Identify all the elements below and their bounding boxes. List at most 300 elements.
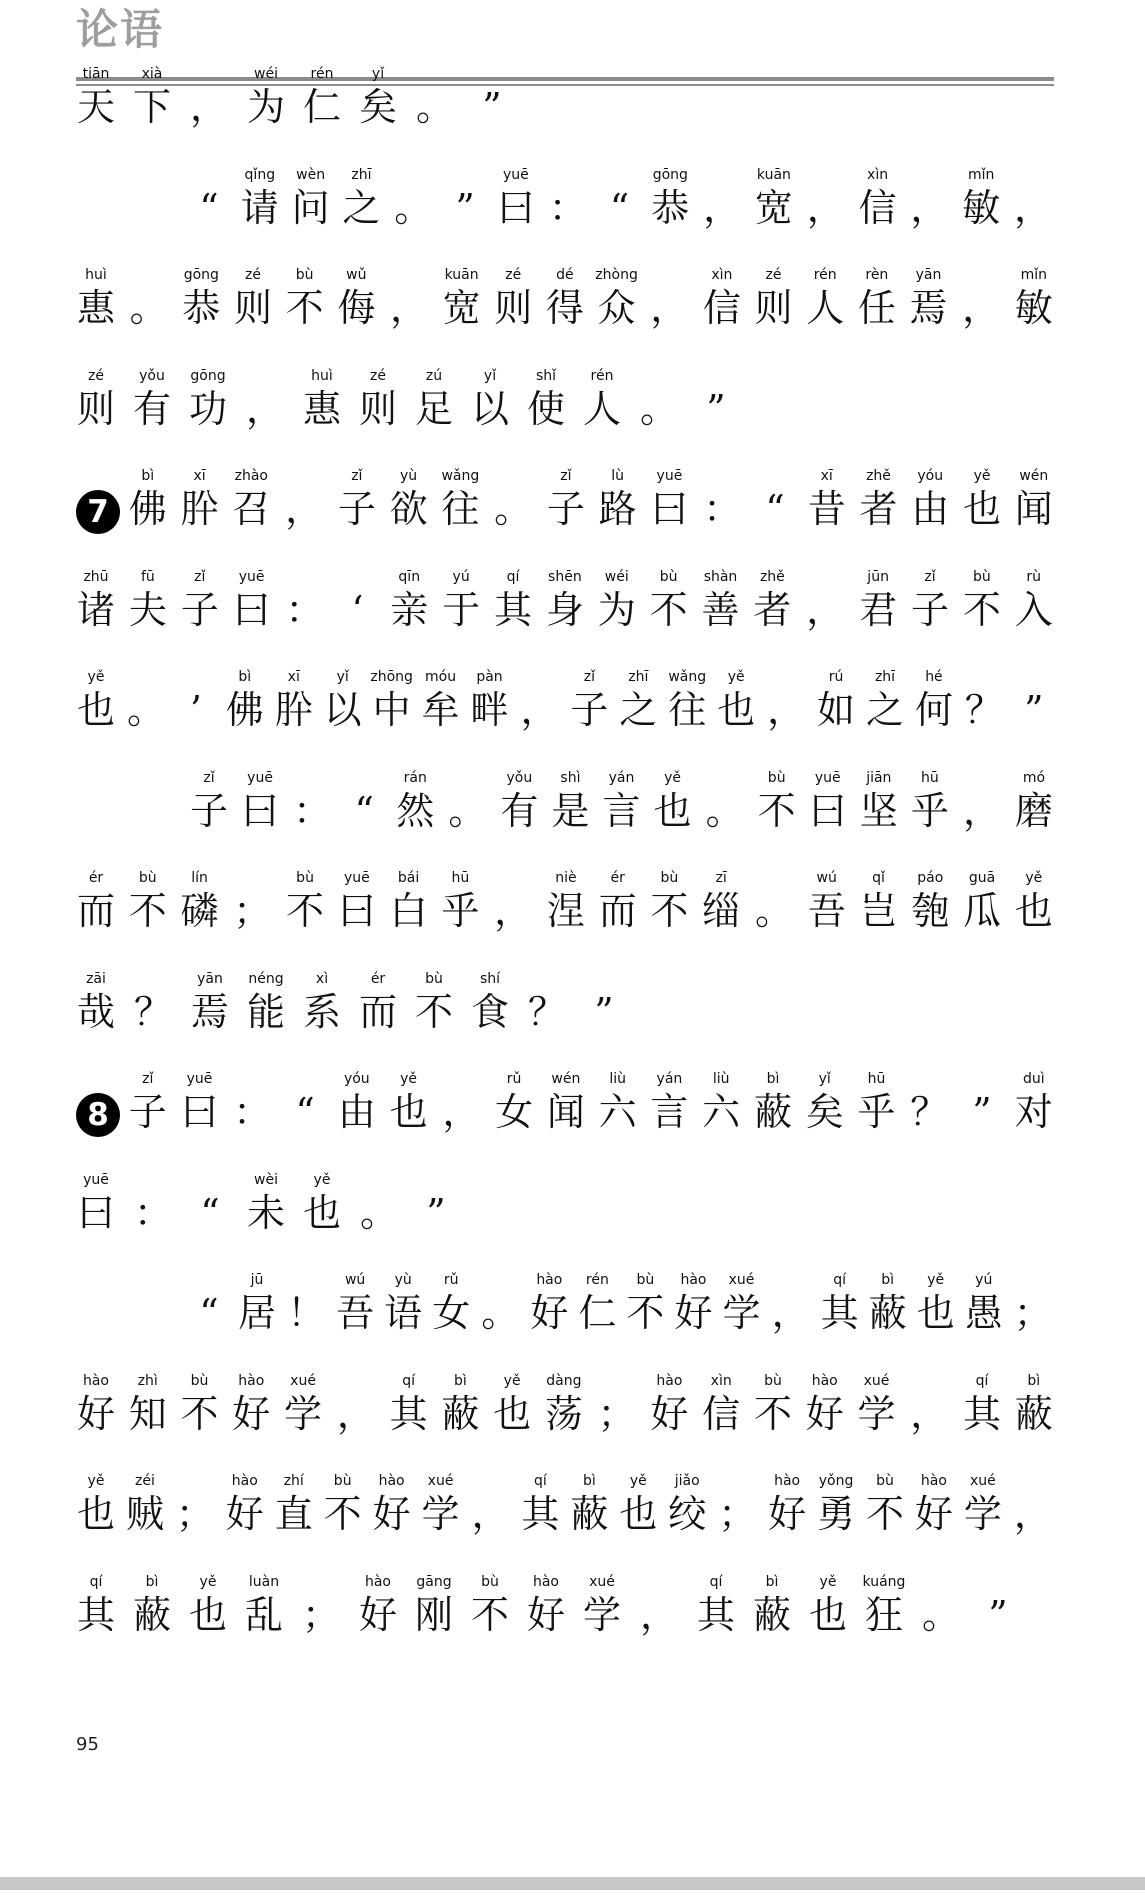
- char-text: 学: [284, 1391, 323, 1436]
- char-text: 岂: [859, 889, 898, 933]
- punctuation: [978, 1592, 1018, 1638]
- pinyin-annotation: yuē: [656, 468, 683, 484]
- pinyin-annotation: bù: [660, 870, 679, 886]
- char-text: 好: [232, 1391, 271, 1436]
- hanzi-char: [302, 970, 342, 1035]
- hanzi-char: [808, 769, 848, 834]
- pinyin-annotation: shàn: [703, 568, 738, 585]
- hanzi-char: [180, 468, 220, 532]
- punctuation: [518, 687, 560, 733]
- hanzi-char: [358, 970, 398, 1035]
- char-text: 言: [650, 1090, 689, 1134]
- pinyin-annotation: yuē: [343, 870, 370, 886]
- punctuation: [285, 1089, 325, 1135]
- hanzi-char: [1014, 468, 1054, 532]
- hanzi-char: [808, 1573, 848, 1638]
- pinyin-annotation: hào: [656, 1372, 683, 1389]
- char-text: 侮: [337, 286, 376, 330]
- pinyin-annotation: yě: [973, 468, 991, 484]
- hanzi-char: [302, 1171, 342, 1236]
- punctuation: [392, 185, 434, 231]
- pinyin-annotation: rǔ: [506, 1071, 522, 1087]
- char-text: 惠: [302, 386, 341, 431]
- char-text: 肸: [180, 487, 219, 531]
- char-text: 好: [914, 1492, 953, 1536]
- punctuation: [358, 1190, 400, 1236]
- pinyin-annotation: wǎng: [668, 669, 707, 685]
- hanzi-char: [1014, 568, 1054, 633]
- pinyin-annotation: zǐ: [351, 468, 363, 484]
- char-text: 闻: [546, 1090, 585, 1134]
- text-line: [76, 955, 1054, 1035]
- pinyin-annotation: xī: [193, 468, 206, 484]
- pinyin-annotation: yóu: [917, 468, 944, 484]
- char-text: ”: [988, 1592, 1008, 1637]
- char-text: 乎: [857, 1090, 896, 1134]
- char-text: 佛: [128, 487, 167, 531]
- char-text: 刚: [414, 1592, 453, 1637]
- char-text: 信: [858, 185, 897, 230]
- char-text: ：: [285, 587, 324, 632]
- char-text: ：: [548, 185, 587, 230]
- hanzi-char: [753, 1071, 793, 1135]
- pinyin-annotation: néng: [248, 970, 284, 987]
- pinyin-annotation: zāi: [86, 970, 106, 987]
- hanzi-char: [341, 166, 381, 231]
- char-text: ‘: [351, 587, 364, 632]
- char-text: 。: [416, 85, 455, 129]
- char-text: 欲: [389, 487, 428, 531]
- char-text: 绞: [668, 1492, 707, 1536]
- hanzi-char: [597, 568, 637, 633]
- punctuation: [908, 1089, 950, 1135]
- pinyin-annotation: yóu: [343, 1071, 370, 1087]
- char-text: 而: [598, 889, 637, 933]
- hanzi-char: [526, 1573, 566, 1638]
- char-text: 乎: [441, 889, 480, 933]
- char-text: 不: [626, 1291, 665, 1335]
- hanzi-char: [569, 669, 609, 733]
- pinyin-annotation: mó: [1022, 769, 1046, 786]
- char-text: ”: [455, 185, 475, 230]
- char-text: 不: [286, 889, 325, 933]
- pinyin-annotation: guā: [968, 870, 996, 886]
- char-text: 不: [757, 788, 796, 833]
- char-text: 何: [914, 688, 953, 732]
- hanzi-char: [807, 468, 847, 532]
- char-text: 身: [545, 587, 584, 632]
- pinyin-annotation: ér: [88, 870, 104, 886]
- hanzi-char: [76, 367, 116, 432]
- punctuation: [291, 788, 333, 834]
- pinyin-annotation: wú: [344, 1272, 366, 1288]
- hanzi-char: [667, 1473, 707, 1537]
- char-text: ”: [426, 1190, 446, 1235]
- pinyin-annotation: xué: [728, 1272, 755, 1288]
- char-text: ，: [389, 286, 428, 330]
- pinyin-annotation: bù: [876, 1473, 894, 1489]
- text-line: [76, 1156, 1054, 1236]
- char-text: 也: [963, 487, 1002, 531]
- char-text: 有: [500, 788, 539, 833]
- hanzi-char: [545, 568, 585, 633]
- char-text: ？: [528, 989, 567, 1034]
- char-text: 不: [285, 286, 324, 330]
- char-text: 子: [910, 587, 949, 632]
- char-text: ，: [494, 889, 533, 933]
- char-text: ；: [175, 1492, 214, 1536]
- char-text: 其: [820, 1291, 859, 1335]
- hanzi-char: [240, 166, 280, 231]
- char-text: 入: [1014, 587, 1053, 632]
- hanzi-char: [389, 870, 429, 934]
- hanzi-char: [914, 1473, 954, 1537]
- text-line: [76, 854, 1054, 934]
- hanzi-char: [231, 1372, 271, 1437]
- char-text: 。: [494, 487, 533, 531]
- hanzi-char: [499, 769, 539, 834]
- char-text: ？: [910, 1090, 949, 1134]
- pinyin-annotation: mǐn: [967, 166, 995, 183]
- char-text: 由: [337, 1090, 376, 1134]
- char-text: 不: [865, 1492, 904, 1536]
- hanzi-char: [414, 367, 454, 432]
- hanzi-char: [470, 1573, 510, 1638]
- char-text: “: [609, 185, 630, 230]
- char-text: 子: [180, 587, 219, 632]
- hanzi-char: [358, 367, 398, 432]
- hanzi-char: [237, 1272, 277, 1336]
- pinyin-annotation: dàng: [546, 1372, 582, 1389]
- char-text: 其: [963, 1391, 1002, 1436]
- pinyin-annotation: bái: [397, 870, 420, 886]
- text-line: [76, 452, 1054, 532]
- hanzi-char: [337, 1071, 377, 1135]
- char-text: ？: [134, 989, 173, 1034]
- char-text: 六: [702, 1090, 741, 1134]
- hanzi-char: [649, 1372, 689, 1437]
- char-text: 女: [495, 1090, 534, 1134]
- pinyin-annotation: rèn: [865, 267, 889, 283]
- hanzi-char: [602, 769, 642, 834]
- hanzi-char: [857, 267, 897, 331]
- hanzi-char: [494, 1071, 534, 1135]
- char-text: 是: [551, 788, 590, 833]
- hanzi-char: [546, 870, 586, 934]
- char-text: ，: [771, 1291, 810, 1335]
- char-text: 也: [916, 1291, 955, 1335]
- pinyin-annotation: bù: [190, 1372, 209, 1389]
- hanzi-char: [716, 669, 756, 733]
- pinyin-annotation: hào: [231, 1473, 258, 1489]
- char-text: 往: [441, 487, 480, 531]
- char-text: ；: [1013, 1291, 1052, 1335]
- hanzi-char: [180, 568, 220, 633]
- hanzi-char: [910, 568, 950, 633]
- char-text: 则: [76, 386, 115, 431]
- hanzi-char: [667, 669, 707, 733]
- char-text: 畔: [470, 688, 509, 732]
- char-text: 牟: [421, 688, 460, 732]
- text-line: [76, 1457, 1054, 1537]
- pinyin-annotation: gōng: [190, 367, 226, 384]
- char-text: ？: [964, 688, 1003, 732]
- pinyin-annotation: yǐ: [336, 669, 349, 685]
- pinyin-annotation: yú: [975, 1272, 993, 1288]
- char-text: 昔: [807, 487, 846, 531]
- punctuation: [479, 1290, 521, 1336]
- char-text: 其: [493, 587, 532, 632]
- pinyin-annotation: bì: [453, 1372, 467, 1389]
- hanzi-char: [618, 669, 658, 733]
- text-line: [76, 1055, 1054, 1135]
- hanzi-char: [546, 1071, 586, 1135]
- pinyin-annotation: rén: [310, 66, 334, 82]
- pinyin-annotation: yě: [199, 1573, 217, 1590]
- pinyin-annotation: zú: [425, 367, 443, 384]
- hanzi-char: [914, 669, 954, 733]
- hanzi-char: [180, 1372, 220, 1437]
- hanzi-char: [858, 870, 898, 934]
- pinyin-annotation: zhī: [628, 669, 649, 685]
- char-text: 则: [358, 386, 397, 431]
- hanzi-char: [76, 1171, 116, 1236]
- hanzi-char: [76, 870, 116, 934]
- char-text: 之: [619, 688, 658, 732]
- char-text: 不: [650, 889, 689, 933]
- char-text: 也: [389, 1090, 428, 1134]
- pinyin-annotation: qǐ: [872, 870, 885, 886]
- char-text: 蔽: [132, 1592, 171, 1637]
- hanzi-char: [180, 1071, 220, 1135]
- punctuation: [190, 1190, 230, 1236]
- hanzi-char: [389, 468, 429, 532]
- pinyin-annotation: yù: [400, 468, 418, 484]
- char-text: 好: [372, 1492, 411, 1536]
- pinyin-annotation: shí: [479, 970, 501, 987]
- pinyin-annotation: rén: [585, 1272, 609, 1288]
- hanzi-char: [337, 468, 377, 532]
- char-text: “: [199, 1291, 219, 1335]
- pinyin-annotation: hū: [451, 870, 470, 886]
- char-text: 好: [526, 1592, 565, 1637]
- char-text: 学: [421, 1492, 460, 1536]
- punctuation: [188, 84, 230, 130]
- char-text: 其: [389, 1391, 428, 1436]
- hanzi-char: [283, 1372, 323, 1437]
- pinyin-annotation: liù: [712, 1071, 730, 1087]
- pinyin-annotation: bù: [481, 1573, 499, 1590]
- pinyin-annotation: zī: [715, 870, 727, 886]
- char-text: 好: [650, 1391, 689, 1436]
- hanzi-char: [816, 669, 856, 733]
- pinyin-annotation: gōng: [183, 267, 219, 283]
- char-text: 。: [394, 185, 433, 230]
- punctuation: [344, 788, 384, 834]
- punctuation: [283, 486, 325, 532]
- char-text: 往: [668, 688, 707, 732]
- pinyin-annotation: rù: [1026, 568, 1042, 585]
- char-text: 诸: [76, 587, 115, 632]
- char-text: 子: [337, 487, 376, 531]
- pinyin-annotation: wéi: [604, 568, 629, 585]
- punctuation: [335, 1391, 377, 1437]
- pinyin-annotation: yuē: [502, 166, 529, 183]
- hanzi-char: [910, 468, 950, 532]
- pinyin-annotation: bì: [582, 1473, 596, 1489]
- pinyin-annotation: hào: [378, 1473, 405, 1489]
- pinyin-annotation: yuē: [186, 1071, 213, 1087]
- hanzi-char: [807, 870, 847, 934]
- punctuation: [445, 185, 485, 231]
- char-text: 居: [238, 1291, 277, 1335]
- char-text: 下: [132, 85, 171, 129]
- char-text: “: [295, 1090, 315, 1134]
- char-text: ，: [962, 286, 1001, 330]
- hanzi-char: [963, 1473, 1003, 1537]
- hanzi-char: [128, 568, 168, 633]
- hanzi-char: [414, 970, 454, 1035]
- hanzi-char: [128, 870, 168, 934]
- pinyin-annotation: páo: [917, 870, 944, 886]
- pinyin-annotation: ér: [610, 870, 625, 886]
- char-text: ：: [293, 788, 332, 833]
- hanzi-char: [701, 1372, 741, 1437]
- char-text: ”: [482, 85, 502, 129]
- char-text: 为: [246, 85, 285, 129]
- pinyin-annotation: zhòng: [595, 267, 638, 283]
- char-text: ：: [134, 1190, 173, 1235]
- pinyin-annotation: yě: [664, 769, 682, 786]
- pinyin-annotation: hào: [811, 1372, 838, 1389]
- punctuation: [470, 1491, 512, 1537]
- char-text: ，: [767, 688, 806, 732]
- punctuation: [337, 587, 377, 633]
- hanzi-char: [868, 1272, 908, 1336]
- punctuation: [638, 1592, 680, 1638]
- pinyin-annotation: wén: [551, 1071, 581, 1087]
- char-text: 蔽: [752, 1592, 791, 1637]
- hanzi-char: [358, 66, 398, 130]
- pinyin-annotation: zhì: [137, 1372, 158, 1389]
- char-text: 蔽: [1014, 1391, 1053, 1436]
- punctuation: [1012, 1290, 1054, 1336]
- hanzi-char: [358, 1573, 398, 1638]
- pinyin-annotation: gāng: [416, 1573, 452, 1590]
- char-text: 坚: [859, 788, 898, 833]
- char-text: 之: [342, 185, 381, 230]
- hanzi-char: [421, 669, 461, 733]
- hanzi-char: [125, 1473, 165, 1537]
- pinyin-annotation: zhí: [283, 1473, 304, 1489]
- pinyin-annotation: kuáng: [862, 1573, 906, 1590]
- hanzi-char: [128, 1071, 168, 1135]
- char-text: 吾: [807, 889, 846, 933]
- char-text: 语: [384, 1291, 423, 1335]
- pinyin-annotation: liù: [609, 1071, 626, 1087]
- hanzi-char: [702, 267, 742, 331]
- char-text: 好: [768, 1492, 807, 1536]
- text-line: [189, 754, 1054, 834]
- char-text: 乱: [244, 1592, 283, 1637]
- char-text: 学: [722, 1291, 761, 1335]
- punctuation: [231, 1089, 273, 1135]
- hanzi-char: [910, 769, 950, 834]
- punctuation: [231, 888, 273, 934]
- pinyin-annotation: niè: [555, 870, 577, 886]
- hanzi-char: [76, 970, 116, 1035]
- page-number: 95: [76, 1734, 99, 1755]
- char-text: “: [200, 1190, 220, 1235]
- pinyin-annotation: jiān: [866, 769, 892, 786]
- hanzi-char: [701, 568, 741, 633]
- pinyin-annotation: bì: [238, 669, 252, 685]
- pinyin-annotation: yuē: [83, 1171, 109, 1188]
- pinyin-annotation: rán: [403, 769, 427, 786]
- char-text: 子: [189, 788, 228, 833]
- hanzi-char: [962, 568, 1002, 633]
- hanzi-char: [492, 1372, 532, 1437]
- char-text: 而: [358, 989, 397, 1034]
- pinyin-annotation: yě: [313, 1171, 331, 1188]
- char-text: 磨: [1014, 788, 1053, 833]
- hanzi-char: [240, 769, 280, 834]
- pinyin-annotation: hào: [536, 1272, 563, 1288]
- char-text: 宽: [442, 286, 481, 330]
- char-text: 能: [246, 989, 285, 1034]
- hanzi-char: [816, 1473, 856, 1537]
- punctuation: [174, 1491, 216, 1537]
- pinyin-annotation: xué: [427, 1473, 454, 1489]
- hanzi-char: [865, 1473, 905, 1537]
- hanzi-char: [431, 1272, 471, 1336]
- punctuation: [648, 285, 690, 331]
- char-text: 使: [526, 386, 565, 431]
- char-text: 直: [274, 1492, 313, 1536]
- pinyin-annotation: bì: [766, 1071, 780, 1087]
- char-text: 不: [180, 1391, 219, 1436]
- pinyin-annotation: yú: [452, 568, 470, 585]
- hanzi-char: [244, 1573, 284, 1638]
- char-text: 天: [76, 85, 115, 129]
- text-line: [189, 1256, 1054, 1336]
- char-text: 以: [470, 386, 509, 431]
- hanzi-char: [337, 870, 377, 934]
- hanzi-char: [649, 1071, 689, 1135]
- char-text: 足: [414, 386, 453, 431]
- char-text: 曰: [180, 1090, 219, 1134]
- pinyin-annotation: hào: [774, 1473, 801, 1489]
- pinyin-annotation: yě: [503, 1372, 521, 1389]
- text-line: [76, 1357, 1054, 1437]
- pinyin-annotation: yān: [915, 267, 942, 283]
- hanzi-char: [76, 568, 116, 633]
- char-text: 女: [432, 1291, 471, 1335]
- char-text: 学: [963, 1492, 1002, 1536]
- text-line: [76, 50, 1054, 130]
- punctuation: [753, 888, 795, 934]
- pinyin-annotation: bù: [425, 970, 443, 987]
- char-text: 涅: [546, 889, 585, 933]
- pinyin-annotation: yě: [727, 669, 745, 685]
- pinyin-annotation: xī: [287, 669, 300, 685]
- pinyin-annotation: zé: [244, 267, 261, 283]
- pinyin-annotation: qí: [402, 1372, 415, 1389]
- char-text: 。: [360, 1190, 399, 1235]
- hanzi-char: [805, 267, 845, 331]
- char-text: 不: [470, 1592, 509, 1637]
- pinyin-annotation: rén: [590, 367, 614, 384]
